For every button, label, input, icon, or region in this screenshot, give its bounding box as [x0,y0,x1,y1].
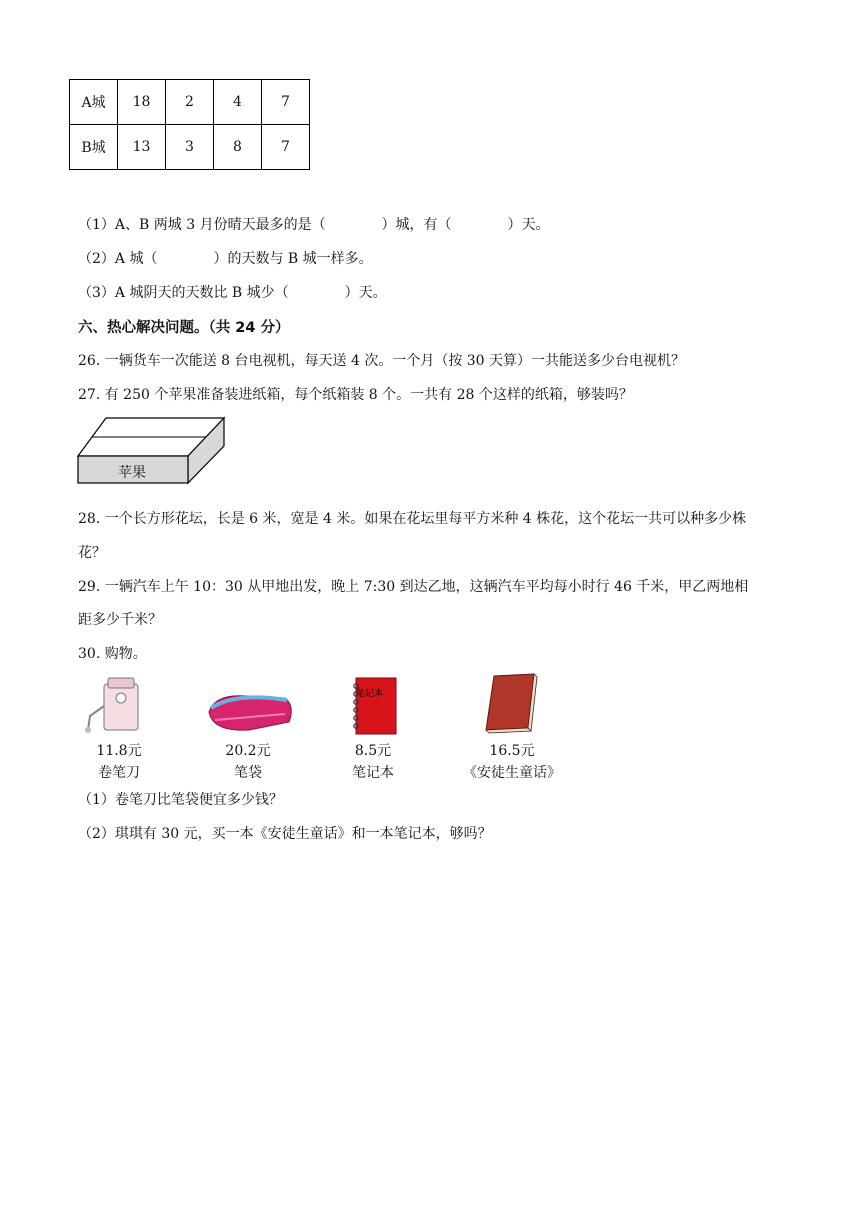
section-heading: 六、热心解决问题。（共 24 分） [78,320,290,336]
table-cell: 13 [118,125,166,170]
table-cell: 18 [118,80,166,125]
table-row [70,80,310,125]
question-3: （3）A 城阴天的天数比 B 城少（ ）天。 [78,285,387,301]
pencil-sharpener-image [84,676,146,734]
problem-28: 28. 一个长方形花坛，长是 6 米，宽是 4 米。如果在花坛里每平方米种 4 株花，这个花坛一共可以种多少株 [78,511,747,527]
problem-26: 26. 一辆货车一次能送 8 台电视机，每天送 4 次。一个月（按 30 天算）一共能送多少台电视机？ [78,353,686,369]
apple-box-image [76,416,226,486]
question-30-1: （1）卷笔刀比笔袋便宜多少钱？ [78,792,283,808]
item-price: 11.8元 [96,743,142,759]
item-name: 卷笔刀 [98,765,140,781]
storybook-image [480,672,540,734]
table-cell: 8 [214,125,262,170]
item-price: 16.5元 [489,743,535,759]
item-price: 8.5元 [354,743,392,759]
table-row [70,125,310,170]
problem-30: 30. 购物。 [78,646,147,662]
item-notebook [318,740,428,782]
item-price: 20.2元 [225,743,271,759]
item-storybook [452,740,572,782]
question-30-2: （2）琪琪有 30 元，买一本《安徒生童话》和一本笔记本，够吗？ [78,826,492,842]
item-pencil-case [193,740,303,782]
item-name: 笔袋 [234,765,262,781]
problem-29-cont: 距多少千米？ [78,612,162,628]
table-cell-city: B城 [70,125,118,170]
table-cell: 4 [214,80,262,125]
question-1: （1）A、B 两城 3 月份晴天最多的是（ ）城，有（ ）天。 [78,217,550,233]
problem-27: 27. 有 250 个苹果准备装进纸箱，每个纸箱装 8 个。一共有 28 个这样的纸箱，够装吗？ [78,387,633,403]
table-cell: 7 [262,125,310,170]
question-2: （2）A 城（ ）的天数与 B 城一样多。 [78,251,373,267]
table-cell: 2 [166,80,214,125]
problem-28-cont: 花？ [78,545,106,561]
pencil-case-image [205,684,295,734]
apple-box-label: 苹果 [118,465,146,481]
item-name: 《安徒生童话》 [463,765,561,781]
notebook-cover-text: 笔记本 [356,689,384,699]
item-name: 笔记本 [352,765,394,781]
table-cell-city: A城 [70,80,118,125]
item-sharpener [64,740,174,782]
table-cell: 3 [166,125,214,170]
weather-table [69,79,310,170]
problem-29: 29. 一辆汽车上午 10：30 从甲地出发，晚上 7:30 到达乙地，这辆汽车平均每小时行 46 千米，甲乙两地相 [78,579,749,595]
table-cell: 7 [262,80,310,125]
